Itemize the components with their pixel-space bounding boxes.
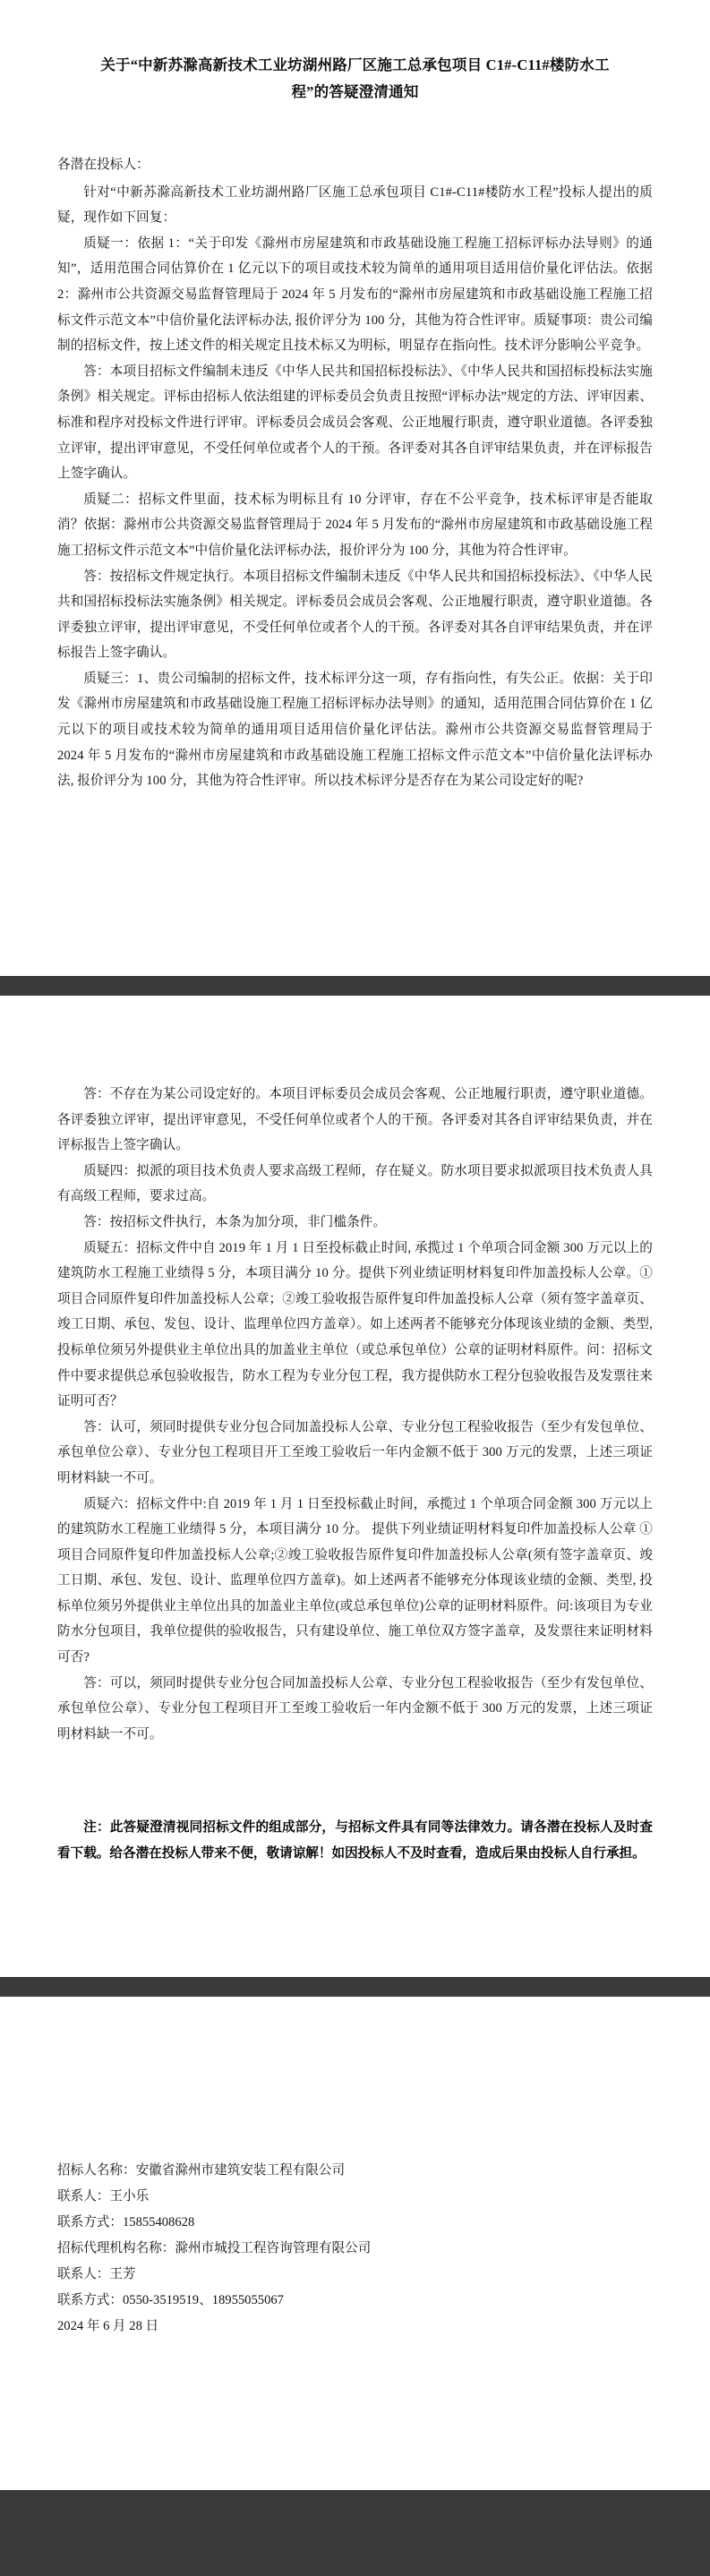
agency-name: 招标代理机构名称：滁州市城投工程咨询管理有限公司 xyxy=(57,2241,372,2255)
answer-2-text: 答：按招标文件规定执行。本项目招标文件编制未违反《中华人民共和国招标投标法》、《中华人民共和国招标投标法实施条例》相关规定。评标委员会成员会客观、公正地履行职责，遵守职业道德。各评委独立评审，提出评审意见，不受任何单位或者个人的干预。各评委对其各自评审结果负责，并在评标报告上签字确认。 xyxy=(57,569,653,661)
tenderee-contact-person: 联系人：王小乐 xyxy=(57,2189,150,2204)
page-1 xyxy=(0,0,710,976)
question-5-text: 质疑五：招标文件中自 2019 年 1 月 1 日至投标截止时间, 承揽过 1 个单项合同金额 300 万元以上的建筑防水工程施工业绩得 5 分，本项目满分 10 分。提供下列业绩证明材料复印件加盖投标人公章。①项目合同原件复印件加盖投标人公章；②竣工验收报告原件复印件加盖投标人公章（须有签字盖章页、竣工日期、承包、发包、设计、监理单位四方盖章）。如上述两者不能够充分体现该业绩的金额、类型, 投标单位须另外提供业主单位出具的加盖业主单位（或总承包单位）公章的证明材料原件。问：招标文件中要求提供总承包验收报告，防水工程为专业分包工程，我方提供防水工程分包验收报告及发票往来证明可否？ xyxy=(57,1240,653,1409)
question-6-text: 质疑六：招标文件中:自 2019 年 1 月 1 日至投标截止时间，承揽过 1 个单项合同金额 300 万元以上的建筑防水工程施工业绩得 5 分，本项目满分 10 分。 提供下列业绩证明材料复印件加盖投标人公章 ①项目合同原件复印件加盖投标人公章;②竣工验收报告原件复印件加盖投标人公章(须有签字盖章页、竣工日期、承包、发包、设计、监理单位四方盖章)。如上述两者不能够充分体现该业绩的金额、类型, 投标单位须另外提供业主单位出具的加盖业主单位(或总承包单位)公章的证明材料原件。问:该项目为专业防水分包项目，我单位提供的验收报告，只有建设单位、施工单位双方签字盖章，及发票往来证明材料可否? xyxy=(57,1496,653,1665)
contact-top-spacer xyxy=(57,2050,653,2158)
page-title-line-2: 程”的答疑澄清通知 xyxy=(291,83,419,100)
tenderee-name: 招标人名称：安徽省滁州市建筑安装工程有限公司 xyxy=(57,2163,346,2178)
page-2 xyxy=(0,996,710,1977)
contact-block xyxy=(57,2158,653,2340)
answer-4-text: 答：按招标文件执行，本条为加分项，非门槛条件。 xyxy=(83,1214,387,1229)
agency-contact-person: 联系人：王芳 xyxy=(57,2267,136,2281)
answer-1-text: 答：本项目招标文件编制未违反《中华人民共和国招标投标法》、《中华人民共和国招标投标法实施条例》相关规定。评标由招标人依法组建的评标委员会负责且按照“评标办法”规定的方法、评审因素、标准和程序对投标文件进行评审。评标委员会成员会客观、公正地履行职责，遵守职业道德。各评委独立评审，提出评审意见，不受任何单位或者个人的干预。各评委对其各自评审结果负责，并在评标报告上签字确认。 xyxy=(57,364,653,482)
answer-6-text: 答：可以，须同时提供专业分包合同加盖投标人公章、专业分包工程验收报告（至少有发包单位、承包单位公章）、专业分包工程项目开工至竣工验收后一年内金额不低于 300 万元的发票，上述三项证明材料缺一不可。 xyxy=(57,1675,653,1742)
answer-5-text: 答：认可，须同时提供专业分包合同加盖投标人公章、专业分包工程验收报告（至少有发包单位、承包单位公章）、专业分包工程项目开工至竣工验收后一年内金额不低于 300 万元的发票，上述三项证明材料缺一不可。 xyxy=(57,1419,653,1485)
question-4-text: 质疑四：拟派的项目技术负责人要求高级工程师，存在疑义。防水项目要求拟派项目技术负责人具有高级工程师，要求过高。 xyxy=(57,1163,653,1204)
question-3-text: 质疑三：1、贵公司编制的招标文件，技术标评分这一项，存有指向性，有失公正。依据：关于印发《滁州市房屋建筑和市政基础设施工程施工招标评标办法导则》的通知，适用范围合同估算价在 1 亿元以下的项目或技术较为简单的通用项目适用信价量化评估法。滁州市公共资源交易监督管理局于 2024 年 5 月发布的“滁州市房屋建筑和市政基础设施工程施工招标文件示范文本”中信价量化法评标办法, 报价评分为 100 分，其他为符合性评审。所以技术标评分是否存在为某公司设定好的呢? xyxy=(57,671,653,789)
clarification-note: 注：此答疑澄清视同招标文件的组成部分，与招标文件具有同等法律效力。请各潜在投标人及时查看下载。给各潜在投标人带来不便，敬请谅解！如因投标人不及时查看，造成后果由投标人自行承担。 xyxy=(57,1820,653,1861)
intro-paragraph: 针对“中新苏滁高新技术工业坊湖州路厂区施工总承包项目 C1#-C11#楼防水工程”投标人提出的质疑，现作如下回复： xyxy=(57,184,653,226)
page-title-line-1: 关于“中新苏滁高新技术工业坊湖州路厂区施工总承包项目 C1#-C11#楼防水工 xyxy=(100,56,610,73)
question-2-text: 质疑二：招标文件里面，技术标为明标且有 10 分评审，存在不公平竞争，技术标评审是否能取消？依据：滁州市公共资源交易监督管理局于 2024 年 5 月发布的“滁州市房屋建筑和市政基础设施工程施工招标文件示范文本”中信价量化法评标办法，报价评分为 100 分，其他为符合性评审。 xyxy=(57,492,653,558)
tenderee-phone: 联系方式：15855408628 xyxy=(57,2215,195,2229)
salutation: 各潜在投标人： xyxy=(57,158,150,172)
title-spacer xyxy=(57,106,653,152)
agency-phone: 联系方式：0550-3519519、18955055067 xyxy=(57,2293,284,2307)
page-break-2 xyxy=(0,1977,710,1997)
page-3 xyxy=(0,1997,710,2490)
document-date: 2024 年 6 月 28 日 xyxy=(57,2319,159,2333)
page-title xyxy=(61,52,649,106)
note-spacer xyxy=(57,1747,653,1815)
answer-3-text: 答：不存在为某公司设定好的。本项目评标委员会成员会客观、公正地履行职责，遵守职业道德。各评委独立评审，提出评审意见，不受任何单位或者个人的干预。各评委对其各自评审结果负责，并在评标报告上签字确认。 xyxy=(57,1087,653,1153)
page-break-1 xyxy=(0,976,710,996)
question-1-text: 质疑一：依据 1：“关于印发《滁州市房屋建筑和市政基础设施工程施工招标评标办法导则》的通知”，适用范围合同估算价在 1 亿元以下的项目或技术较为简单的通用项目适用信价量化评估法。依据 2：滁州市公共资源交易监督管理局于 2024 年 5 月发布的“滁州市房屋建筑和市政基础设施工程施工招标文件示范文本”中信价量化法评标办法, 报价评分为 100 分，其他为符合性评审。质疑事项：贵公司编制的招标文件，按上述文件的相关规定且技术标又为明标，明显存在指向性。技术评分影响公平竞争。 xyxy=(57,235,653,354)
